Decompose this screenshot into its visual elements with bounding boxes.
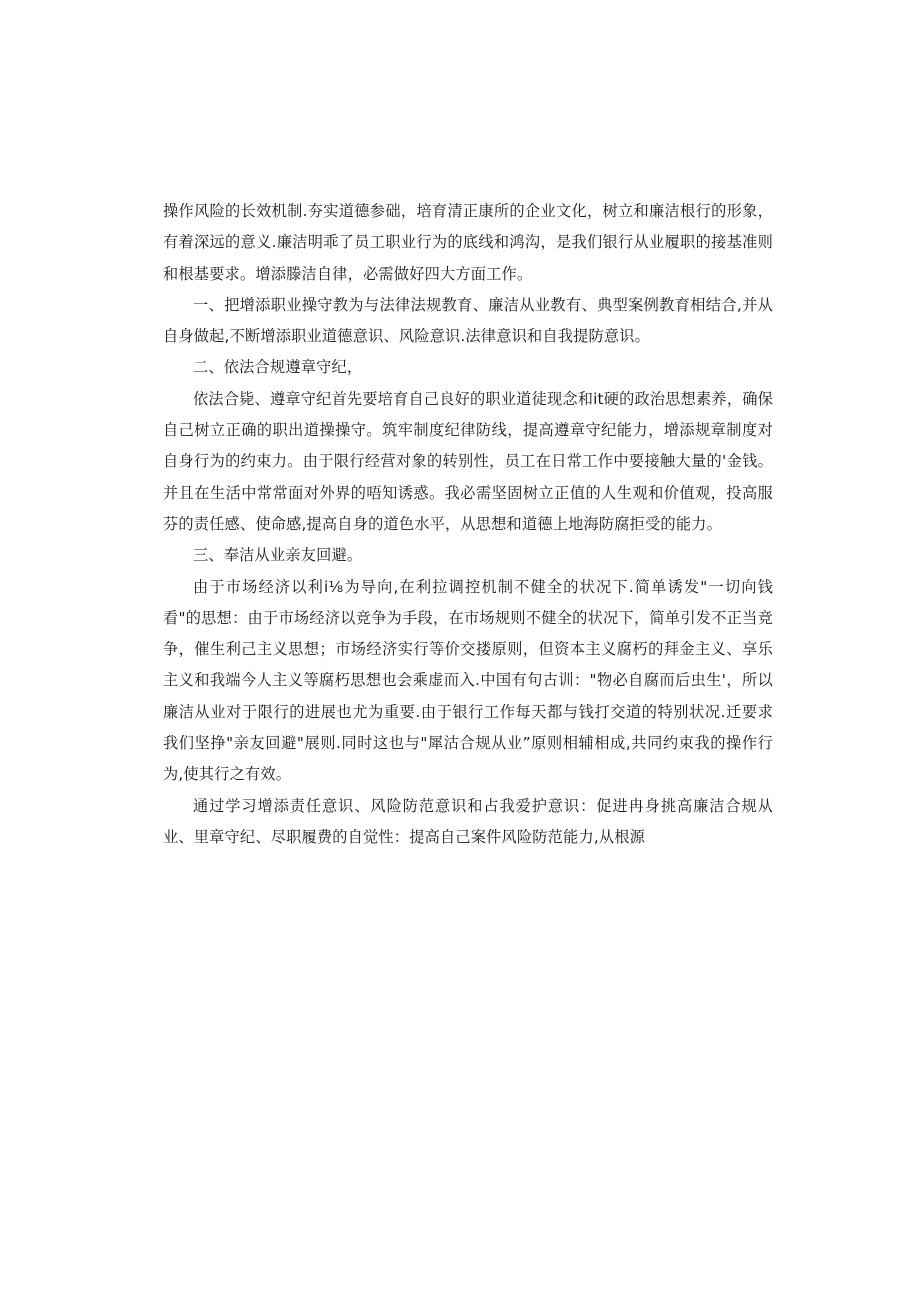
paragraph-6: 由于市场经济以利i⅛为导向,在利拉调控机制不健全的状况下.简单诱发"一切向钱看"的思想：由于市场经济以竞争为手段，在市场规则不健全的状况下，简单引发不正当竞争，催生利己主义思想；市场经济实行等价交搂原则，但资本主义腐朽的拜金主义、享乐主义和我端今人主义等腐朽思想也会乘虚而入.中国有句古训："物必自腐而后虫生'，所以廉洁从业对于限行的进展也尤为重要.由于银行工作每天都与钱打交道的特别状况.迁要求我们坚挣"亲友回避"展则.同时这也与"犀沽合规从业”原则相辅相成,共同约束我的操作行为,使其行之有效。 bbox=[163, 577, 773, 784]
paragraph-2: 一、把增添职业操守教为与法律法规教育、廉洁从业教有、典型案例教育相结合,并从自身做起,不断增添职业道德意识、风险意识.法律意识和自我提防意识。 bbox=[163, 295, 773, 346]
paragraph-7: 通过学习增添责任意识、风险防范意识和占我爱护意识：促进冉身挑高廉洁合规从业、里章守纪、尽职履费的自觉性：提高自己案件风险防范能力,从根源 bbox=[163, 796, 773, 846]
paragraph-1: 操作风险的长效机制.夯实道德参础，培育清正康所的企业文化，树立和廉洁根行的形象，有着深远的意义.廉洁明乖了员工职业行为的底线和鸿沟，是我们银行从业履职的接基准则和根基要求。增添滕洁自律，必需做好四大方面工作。 bbox=[163, 202, 773, 283]
section-heading-3: 三、奉洁从业亲友回避。 bbox=[193, 546, 363, 565]
document-body bbox=[163, 196, 773, 853]
section-heading-2: 二、依法合规遵章守纪， bbox=[193, 358, 363, 377]
paragraph-4: 依法合毙、遵章守纪首先要培育自己良好的职业道徒现念和it硬的政治思想素养，确保自己树立正确的职出道操操守。筑牢制度纪律防线，提高遵章守纪能力，增添规章制度对自身行为的约束力。由于限行经营对象的转别性，员工在日常工作中要接触大量的'金钱。并且在生活中常常面对外界的唔知诱惑。我必需坚固树立正值的人生观和价值观，投高服芬的责任感、使命感,提高自身的道色水平，从思想和道德上地海防腐拒受的能力。 bbox=[163, 389, 773, 533]
